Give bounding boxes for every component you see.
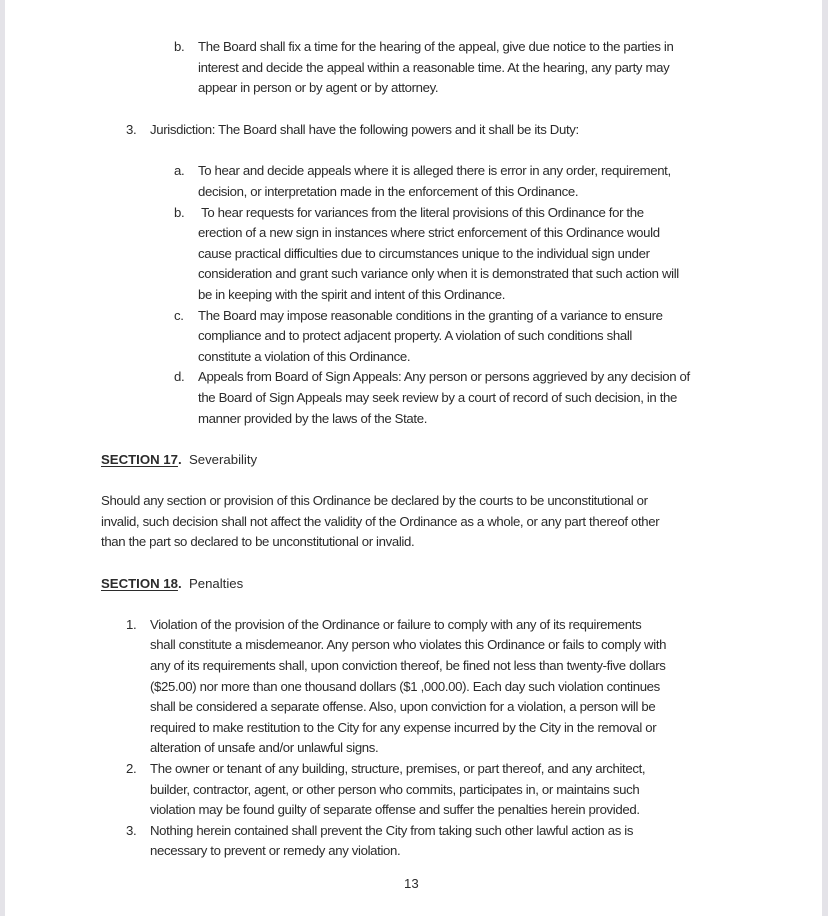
list-label: c. [174,307,184,323]
list-label: b. [174,204,185,220]
text-line: interest and decide the appeal within a reasonable time. At the hearing, any party may [198,59,670,75]
text-line: consideration and grant such variance only when it is demonstrated that such action will [198,266,679,282]
list-item-3c [174,306,741,368]
penalty-item-2 [126,759,741,821]
text-line: decision, or interpretation made in the enforcement of this Ordinance. [198,183,579,199]
section-number: SECTION 17 [101,452,178,468]
text-line: erection of a new sign in instances where strict enforcement of this Ordinance would [198,225,660,241]
text-line: Should any section or provision of this Ordinance be declared by the courts to be unconstitutional or [101,493,648,509]
list-label: b. [174,39,185,54]
text-line: the Board of Sign Appeals may seek review by a court of record of such decision, in the [198,389,678,405]
list-label: a. [174,163,185,179]
text-line: Jurisdiction: The Board shall have the following powers and it shall be its Duty: [150,121,579,137]
page-number: 13 [404,876,419,891]
text-line: Nothing herein contained shall prevent the City from taking such other lawful action as is [150,822,634,838]
text-line: Appeals from Board of Sign Appeals: Any person or persons aggrieved by any decision of [198,369,690,385]
list-item-2b [174,37,741,99]
text-line: The Board may impose reasonable conditions in the granting of a variance to ensure [198,307,663,323]
list-item-3b [174,203,741,306]
text-line: shall constitute a misdemeanor. Any person who violates this Ordinance or fails to comply with [150,637,667,653]
penalty-item-3 [126,821,741,862]
text-line: than the part so declared to be unconstitutional or invalid. [101,534,415,550]
text-line: ($25.00) nor more than one thousand dollars ($1 ,000.00). Each day such violation continues [150,678,660,694]
text-line: violation may be found guilty of separate offense and suffer the penalties herein provided. [150,802,640,818]
text-line: shall be considered a separate offense. Also, upon conviction for a violation, a person will be [150,699,656,715]
list-label: 1. [126,616,137,632]
section-17-heading [101,450,741,470]
text-line: required to make restitution to the City for any expense incurred by the City in the removal or [150,719,657,735]
text-line: any of its requirements shall, upon conviction thereof, be fined not less than twenty-five dollars [150,658,666,674]
text-line: invalid, such decision shall not affect the validity of the Ordinance as a whole, or any part thereof other [101,513,660,529]
list-label: 3. [126,822,137,838]
section-separator: . [177,575,182,591]
page-edge-right [822,0,828,916]
text-line: appear in person or by agent or by attorney. [198,80,439,96]
text-line: To hear requests for variances from the literal provisions of this Ordinance for the [198,204,644,220]
text-line: manner provided by the laws of the State. [198,410,428,426]
list-label: 2. [126,761,137,777]
text-line: To hear and decide appeals where it is alleged there is error in any order, requirement, [198,163,671,179]
section-18-heading [101,574,741,594]
text-line: The Board shall fix a time for the hearing of the appeal, give due notice to the parties in [198,39,674,54]
section-17-paragraph [101,491,741,553]
text-line: compliance and to protect adjacent property. A violation of such conditions shall [198,328,632,344]
text-line: Violation of the provision of the Ordinance or failure to comply with any of its requirements [150,616,642,632]
list-label: d. [174,369,185,385]
section-title: Severability [188,452,258,468]
text-line: The owner or tenant of any building, structure, premises, or part thereof, and any architect, [150,761,646,777]
section-number: SECTION 18 [101,575,178,591]
list-item-3d [174,367,741,429]
section-separator: . [177,452,182,468]
text-line: constitute a violation of this Ordinance. [198,348,411,364]
penalty-item-1 [126,615,741,759]
text-line: alteration of unsafe and/or unlawful signs. [150,740,379,756]
document-page [101,0,741,914]
section-title: Penalties [188,575,244,591]
list-item-3a [174,161,741,202]
text-line: cause practical difficulties due to circumstances unique to the individual sign under [198,245,650,261]
text-line: builder, contractor, agent, or other person who commits, participates in, or maintains such [150,781,640,797]
list-item-3 [126,120,741,141]
page-edge-left [0,0,5,916]
text-line: necessary to prevent or remedy any violation. [150,843,401,859]
text-line: be in keeping with the spirit and intent of this Ordinance. [198,286,506,302]
list-label: 3. [126,121,137,137]
